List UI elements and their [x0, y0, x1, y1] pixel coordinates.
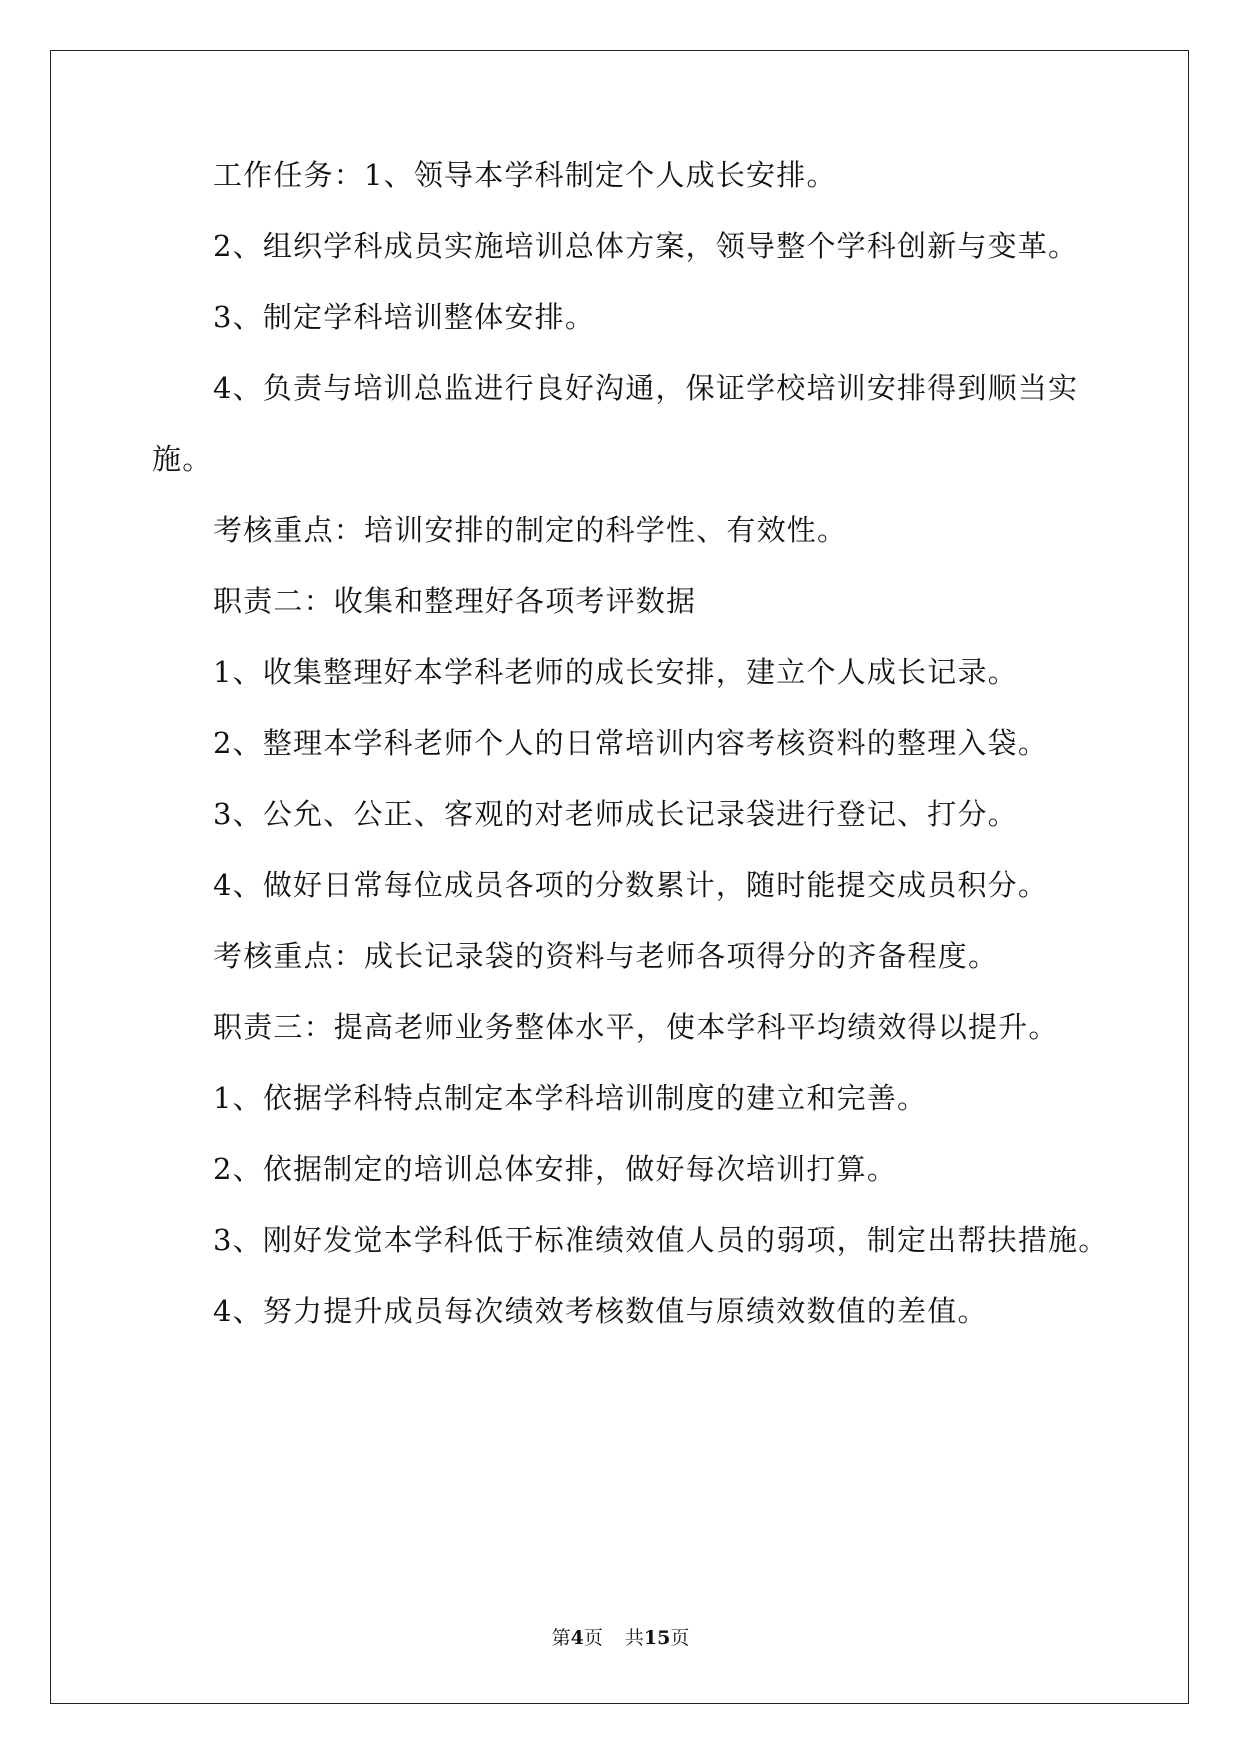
page-footer: [0, 1626, 1241, 1650]
paragraph-duty3-item-4: 4、努力提升成员每次绩效考核数值与原绩效数值的差值。: [213, 1294, 988, 1328]
heading-duty-3: 职责三：提高老师业务整体水平，使本学科平均绩效得以提升。: [213, 1010, 1059, 1044]
footer-page-number: 4: [570, 1627, 584, 1649]
paragraph-duty2-item-1: 1、收集整理好本学科老师的成长安排，建立个人成长记录。: [213, 655, 1018, 689]
paragraph-assessment-2: 考核重点：成长记录袋的资料与老师各项得分的齐备程度。: [213, 939, 999, 973]
paragraph-assessment-1: 考核重点：培训安排的制定的科学性、有效性。: [213, 513, 848, 547]
footer-total-prefix: 共: [624, 1627, 644, 1649]
paragraph-task-2: 2、组织学科成员实施培训总体方案，领导整个学科创新与变革。: [213, 229, 1079, 263]
footer-page-suffix: 页: [583, 1627, 603, 1649]
paragraph-task-4-continued: 施。: [152, 442, 213, 476]
paragraph-duty2-item-2: 2、整理本学科老师个人的日常培训内容考核资料的整理入袋。: [213, 726, 1049, 760]
paragraph-task-4: 4、负责与培训总监进行良好沟通，保证学校培训安排得到顺当实: [213, 371, 1079, 405]
paragraph-duty2-item-3: 3、公允、公正、客观的对老师成长记录袋进行登记、打分。: [213, 797, 1018, 831]
paragraph-duty2-item-4: 4、做好日常每位成员各项的分数累计，随时能提交成员积分。: [213, 868, 1049, 902]
paragraph-work-tasks: 工作任务：1、领导本学科制定个人成长安排。: [213, 158, 837, 192]
paragraph-duty3-item-3: 3、刚好发觉本学科低于标准绩效值人员的弱项，制定出帮扶措施。: [213, 1223, 1109, 1257]
paragraph-duty3-item-2: 2、依据制定的培训总体安排，做好每次培训打算。: [213, 1152, 898, 1186]
heading-duty-2: 职责二：收集和整理好各项考评数据: [213, 584, 697, 618]
paragraph-task-3: 3、制定学科培训整体安排。: [213, 300, 596, 334]
footer-total-pages: 15: [643, 1627, 671, 1649]
footer-page-prefix: 第: [551, 1627, 571, 1649]
paragraph-duty3-item-1: 1、依据学科特点制定本学科培训制度的建立和完善。: [213, 1081, 928, 1115]
footer-total-suffix: 页: [670, 1627, 690, 1649]
